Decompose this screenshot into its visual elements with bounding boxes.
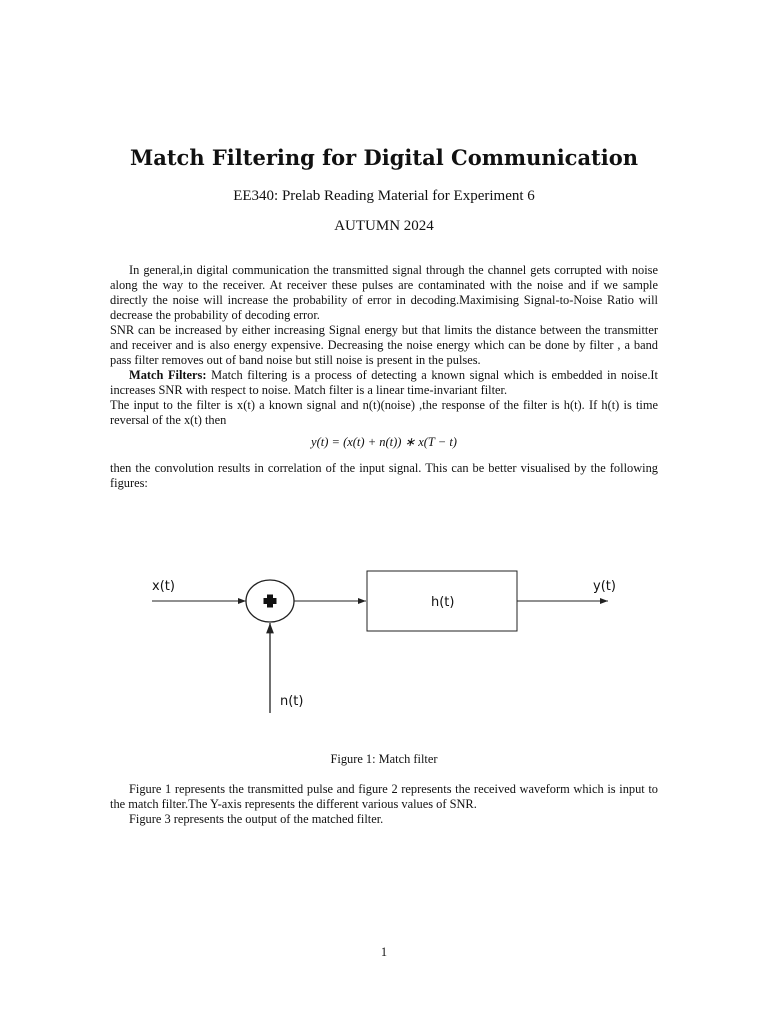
figures-section [110,782,658,827]
paragraph-filter-input: The input to the filter is x(t) a known signal and n(t)(noise) ,the response of the filter is h(t). If h(t) is time reversal of the x(t) then [110,398,658,427]
convolution-section [110,461,658,491]
figure-caption: Figure 1: Match filter [330,752,438,766]
paragraph-intro: In general,in digital communication the transmitted signal through the channel gets corrupted with noise along the way to the receiver. At receiver these pulses are contaminated with the noise and if we sample directly the noise will increase the probability of error in decoding.Maximising Signal-to-Noise Ratio will decrease the probability of decoding error. [110,263,658,322]
paper-subtitle: EE340: Prelab Reading Material for Experiment 6 [233,188,535,204]
paper-title: Match Filtering for Digital Communication [129,145,639,170]
input-label: x(t) [152,579,175,594]
paragraph-figure3: Figure 3 represents the output of the matched filter. [129,812,384,826]
paragraph-snr: SNR can be increased by either increasing Signal energy but that limits the distance between the transmitter and receiver and is also energy expensive. Decreasing the noise energy which can be done by filter , a band pass filter removes out of band noise but still noise is present in the pulses. [110,323,658,367]
match-filters-text: Match filtering is a process of detecting a known signal which is embedded in noise.It increases SNR with respect to noise. Match filter is a linear time-invariant filter. [110,368,658,397]
paragraph-figures: Figure 1 represents the transmitted pulse and figure 2 represents the received waveform which is input to the match filter.The Y-axis represents the different various values of SNR. [110,782,658,811]
filter-label: h(t) [431,595,455,610]
paragraph-match-filters [110,368,658,398]
output-label: y(t) [593,579,616,594]
noise-label: n(t) [280,694,304,709]
match-filters-heading: Match Filters: [129,368,207,382]
convolution-equation: y(t) = (x(t) + n(t)) ∗ x(T − t) [311,435,457,449]
page-number: 1 [380,945,388,959]
paragraph-convolution: then the convolution results in correlation of the input signal. This can be better visualised by the following figures: [110,461,658,490]
match-filter-diagram [0,560,768,730]
paper-term: AUTUMN 2024 [334,218,434,234]
intro-section [110,263,658,428]
